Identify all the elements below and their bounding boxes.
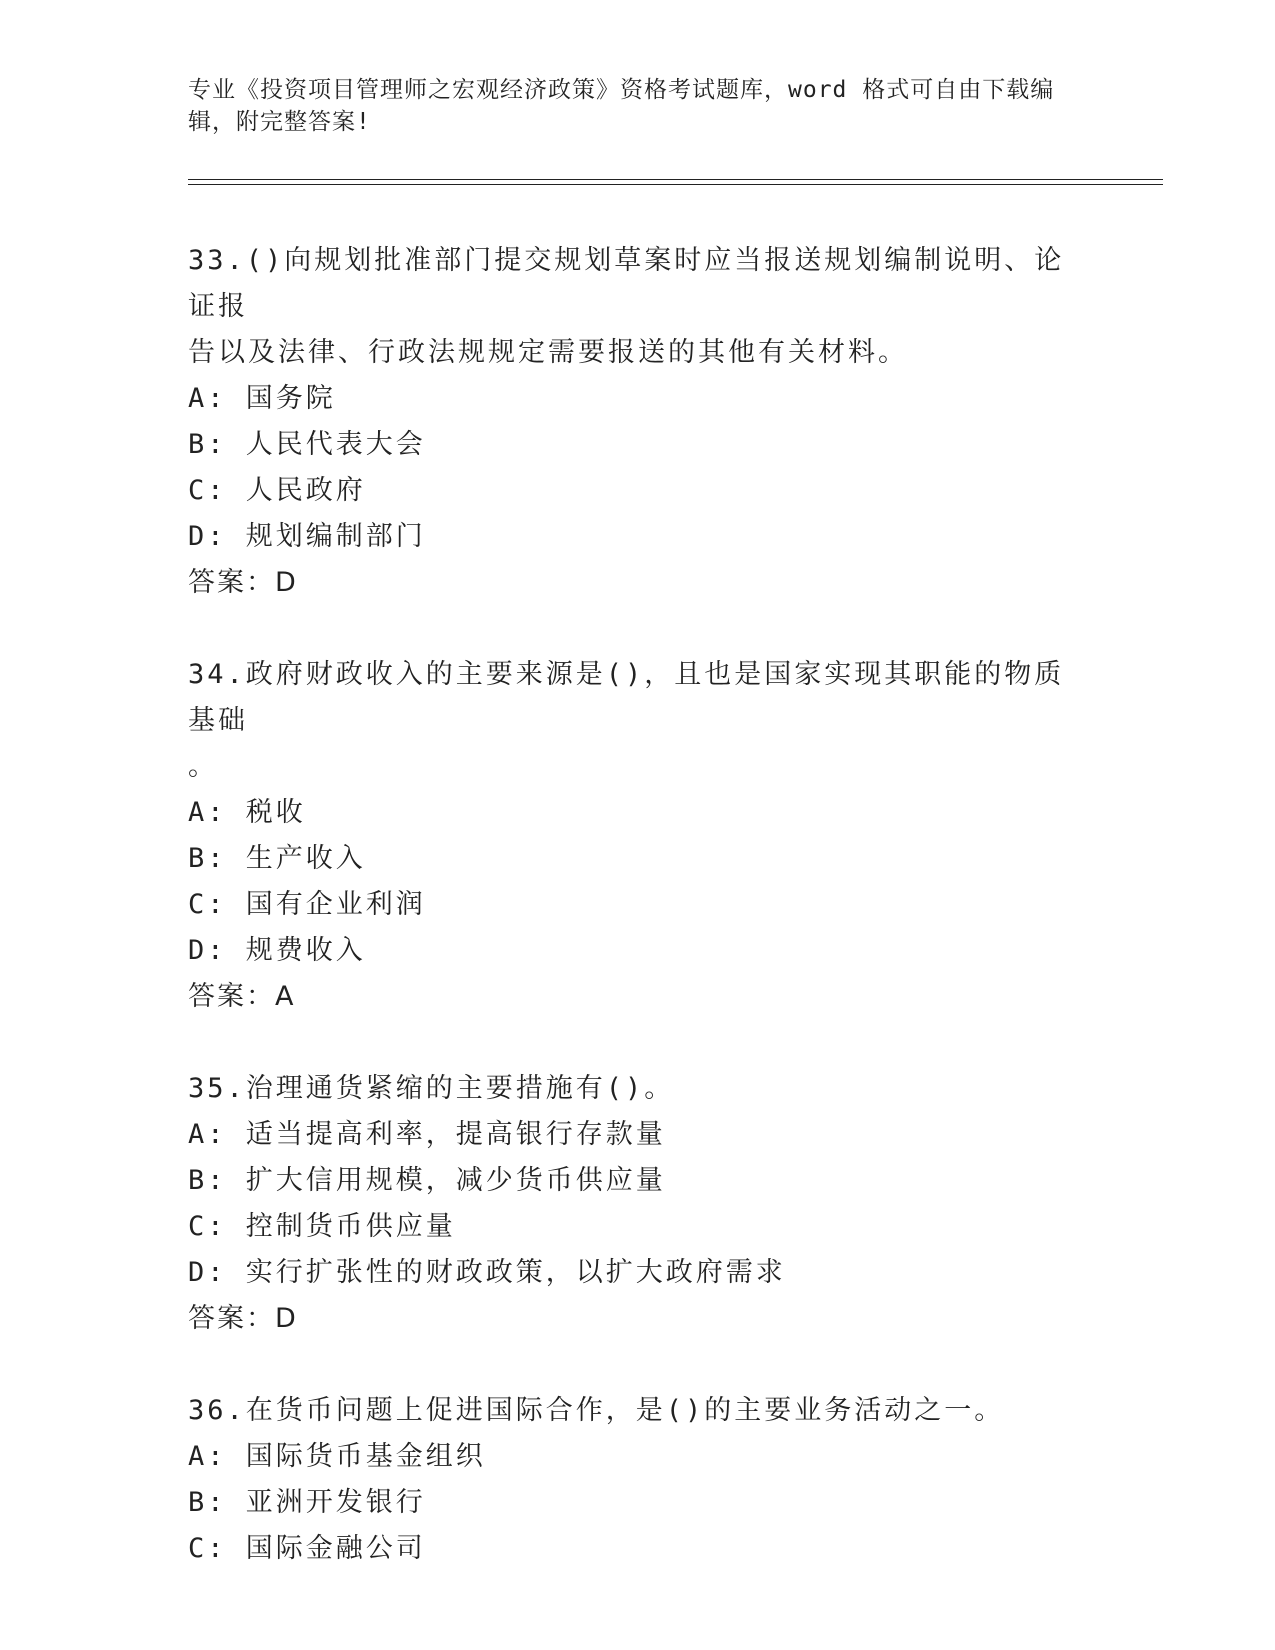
question-36 [188, 1388, 1088, 1572]
option-b: B: 亚洲开发银行 [188, 1487, 426, 1518]
header-divider-bottom [188, 184, 1163, 185]
answer: 答案：A [188, 981, 296, 1012]
question-text-line-1: 36.在货币问题上促进国际合作，是()的主要业务活动之一。 [188, 1395, 1005, 1426]
question-34 [188, 652, 1088, 1020]
header-line-1: 专业《投资项目管理师之宏观经济政策》资格考试题库，word 格式可自由下载编 [188, 77, 1055, 103]
option-b: B: 人民代表大会 [188, 429, 426, 460]
option-c: C: 国有企业利润 [188, 889, 426, 920]
header-divider-top [188, 179, 1163, 180]
question-text-line-2: 告以及法律、行政法规规定需要报送的其他有关材料。 [188, 337, 908, 368]
option-a: A: 国际货币基金组织 [188, 1441, 486, 1472]
document-header [188, 74, 1078, 138]
option-d: D: 实行扩张性的财政政策，以扩大政府需求 [188, 1257, 786, 1288]
option-b: B: 扩大信用规模，减少货币供应量 [188, 1165, 666, 1196]
question-35 [188, 1066, 1088, 1342]
option-a: A: 税收 [188, 797, 306, 828]
question-text-line-1: 33.()向规划批准部门提交规划草案时应当报送规划编制说明、论证报 [188, 245, 1065, 322]
option-c: C: 控制货币供应量 [188, 1211, 456, 1242]
question-text-line-1: 34.政府财政收入的主要来源是()，且也是国家实现其职能的物质基础 [188, 659, 1065, 736]
option-c: C: 人民政府 [188, 475, 366, 506]
option-d: D: 规费收入 [188, 935, 366, 966]
header-line-2: 辑，附完整答案! [188, 109, 371, 135]
question-33 [188, 238, 1088, 606]
option-c: C: 国际金融公司 [188, 1533, 426, 1564]
question-text-line-1: 35.治理通货紧缩的主要措施有()。 [188, 1073, 675, 1104]
option-a: A: 国务院 [188, 383, 336, 414]
answer: 答案：D [188, 1303, 298, 1334]
question-list [188, 238, 1088, 1618]
option-a: A: 适当提高利率，提高银行存款量 [188, 1119, 666, 1150]
question-text-line-2: 。 [188, 751, 218, 782]
answer: 答案：D [188, 567, 298, 598]
option-b: B: 生产收入 [188, 843, 366, 874]
option-d: D: 规划编制部门 [188, 521, 426, 552]
